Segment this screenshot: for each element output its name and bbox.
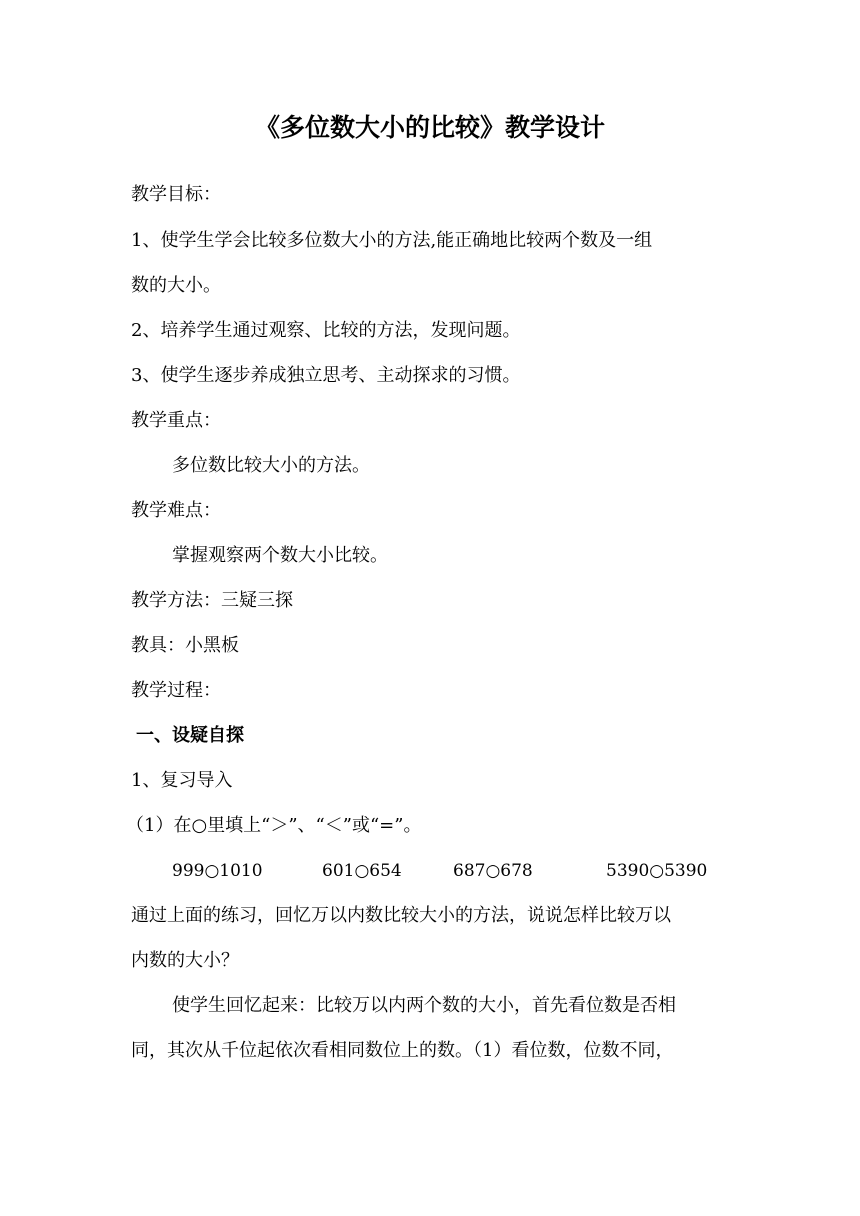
exercise-item: 5390○5390 <box>606 861 708 881</box>
paragraph-2-line-1: 使学生回忆起来：比较万以内两个数的大小，首先看位数是否相 <box>172 995 676 1016</box>
exercise-item: 999○1010 <box>172 861 263 881</box>
paragraph-1-line-2: 内数的大小？ <box>131 950 239 971</box>
step-1-sub: （1）在○里填上“＞”、“＜”或“=”。 <box>126 815 422 836</box>
paragraph-2-line-2: 同，其次从千位起依次看相同数位上的数。（1）看位数，位数不同， <box>131 1040 674 1061</box>
goal-2: 2、培养学生通过观察、比较的方法，发现问题。 <box>131 320 521 341</box>
section-1-heading: 一、设疑自探 <box>136 725 244 746</box>
goal-1-line-1: 1、使学生学会比较多位数大小的方法,能正确地比较两个数及一组 <box>131 230 653 251</box>
step-1: 1、复习导入 <box>131 770 233 791</box>
exercise-item: 601○654 <box>322 861 402 881</box>
goals-heading: 教学目标： <box>131 184 221 205</box>
key-content: 多位数比较大小的方法。 <box>172 455 370 476</box>
method-line: 教学方法：三疑三探 <box>131 590 293 611</box>
key-heading: 教学重点： <box>131 410 221 431</box>
paragraph-1-line-1: 通过上面的练习，回忆万以内数比较大小的方法，说说怎样比较万以 <box>131 905 671 926</box>
tools-line: 教具：小黑板 <box>131 635 239 656</box>
exercise-item: 687○678 <box>453 861 533 881</box>
goal-3: 3、使学生逐步养成独立思考、主动探求的习惯。 <box>131 365 521 386</box>
difficulty-heading: 教学难点： <box>131 500 221 521</box>
document-title: 《多位数大小的比较》教学设计 <box>254 113 605 142</box>
process-heading: 教学过程： <box>131 680 221 701</box>
goal-1-line-2: 数的大小。 <box>131 275 221 296</box>
difficulty-content: 掌握观察两个数大小比较。 <box>172 545 388 566</box>
